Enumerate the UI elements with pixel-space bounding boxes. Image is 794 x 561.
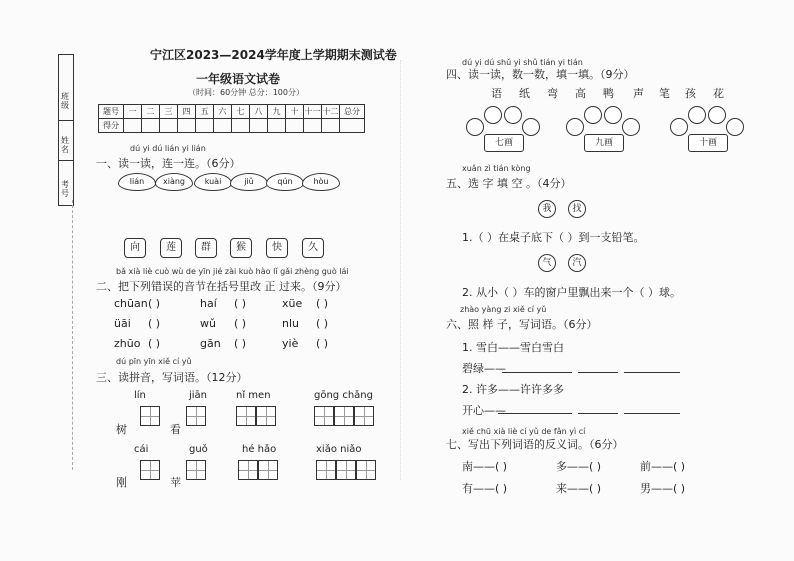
center-fold: [400, 60, 402, 480]
score-header-cell: 十二: [322, 105, 340, 119]
pinyin-leaf[interactable]: hòu: [302, 173, 340, 191]
stroke-count-vase: 十画: [688, 134, 728, 152]
q6-pinyin: zhào yàng zi xiě cí yǔ: [460, 305, 547, 314]
wrong-syllable: gān: [200, 337, 221, 350]
q3-title: 三、读拼音，写词语。（12分）: [96, 371, 248, 384]
pinyin-prompt: nǐ men: [236, 390, 271, 401]
score-header-cell: 五: [196, 105, 214, 119]
flower-petal[interactable]: [622, 118, 640, 136]
writing-grid[interactable]: [336, 460, 356, 480]
score-label-cell: 得分: [99, 119, 124, 133]
pinyin-leaf[interactable]: jiǔ: [230, 173, 268, 191]
id-label: 考号: [61, 180, 69, 198]
answer-bracket[interactable]: ( ): [148, 297, 161, 310]
char-to-sort: 声: [633, 87, 644, 100]
q2-pinyin: bǎ xià liè cuò wù de yīn jié zài kuò hào lǐ gǎi zhèng guò lái: [116, 267, 349, 276]
answer-line[interactable]: [578, 413, 618, 414]
writing-grid[interactable]: [238, 460, 258, 480]
stroke-count-vase: 九画: [584, 134, 624, 152]
char-to-sort: 孩: [685, 87, 696, 100]
answer-line[interactable]: [498, 413, 572, 414]
char-tile[interactable]: 快: [266, 238, 288, 258]
score-cell[interactable]: [160, 119, 178, 133]
score-cell[interactable]: [340, 119, 365, 133]
score-header-cell: 九: [268, 105, 286, 119]
char-option: 气: [538, 254, 556, 272]
q6-prompt-2: 开心——: [462, 404, 506, 417]
exam-title: 宁江区2023—2024学年度上学期期末测试卷: [150, 48, 397, 62]
pinyin-prompt: jiān: [189, 390, 208, 401]
exam-info: （时间：60分钟 总分：100分）: [188, 88, 304, 97]
exam-subtitle: 一年级语文试卷: [196, 72, 281, 86]
wrong-syllable: chūan: [114, 297, 148, 310]
score-header-cell: 八: [250, 105, 268, 119]
writing-grid[interactable]: [236, 406, 256, 426]
score-cell[interactable]: [142, 119, 160, 133]
pinyin-leaf[interactable]: qún: [266, 173, 304, 191]
antonym-item[interactable]: 来——( ): [556, 482, 602, 495]
score-header-cell: 十一: [304, 105, 322, 119]
score-header-cell: 总分: [340, 105, 365, 119]
char-option: 找: [568, 200, 586, 218]
pinyin-prompt: lín: [134, 390, 146, 401]
char-tile[interactable]: 群: [195, 238, 217, 258]
score-cell[interactable]: [250, 119, 268, 133]
answer-line[interactable]: [502, 372, 572, 373]
q1-pinyin: dú yi dú lián yi lián: [130, 144, 206, 153]
score-header-cell: 题号: [99, 105, 124, 119]
char-tile[interactable]: 久: [302, 238, 324, 258]
flower-petal[interactable]: [484, 106, 502, 124]
flower-petal[interactable]: [584, 106, 602, 124]
binding-dashed-line: [72, 200, 74, 470]
score-cell[interactable]: [304, 119, 322, 133]
wrong-syllable: zhūo: [114, 337, 141, 350]
writing-grid[interactable]: [186, 460, 206, 480]
char-hint: 苹: [170, 476, 181, 489]
pinyin-leaf[interactable]: lián: [118, 173, 156, 191]
q6-example-2: 2. 许多——许许多多: [462, 383, 564, 396]
score-header-cell: 六: [214, 105, 232, 119]
writing-grid[interactable]: [334, 406, 354, 426]
wrong-syllable: xüe: [282, 297, 303, 310]
q6-example-1: 1. 雪白——雪白雪白: [462, 341, 564, 354]
score-header-cell: 二: [142, 105, 160, 119]
char-to-sort: 弯: [547, 87, 558, 100]
q4-pinyin: dú yi dú shǔ yi shǔ tián yi tián: [462, 58, 583, 67]
flower-petal[interactable]: [504, 106, 522, 124]
answer-bracket[interactable]: ( ): [316, 317, 329, 330]
answer-bracket[interactable]: ( ): [148, 317, 161, 330]
writing-grid[interactable]: [140, 406, 160, 426]
flower-petal[interactable]: [708, 106, 726, 124]
writing-grid[interactable]: [186, 406, 206, 426]
char-option: 我: [538, 200, 556, 218]
flower-petal[interactable]: [566, 118, 584, 136]
score-cell[interactable]: [124, 119, 142, 133]
score-cell[interactable]: [286, 119, 304, 133]
q4-title: 四、读一读，数一数，填一填。（9分）: [446, 68, 635, 81]
flower-petal[interactable]: [726, 118, 744, 136]
score-header-cell: 四: [178, 105, 196, 119]
wrong-syllable: üāi: [114, 317, 131, 330]
q6-title: 六、照 样 子，写词语。（6分）: [446, 318, 598, 331]
answer-line[interactable]: [624, 413, 680, 414]
antonym-item[interactable]: 前——( ): [640, 460, 686, 473]
antonym-item[interactable]: 有——( ): [462, 482, 508, 495]
char-hint: 树: [116, 423, 127, 436]
char-to-sort: 纸: [519, 87, 530, 100]
answer-bracket[interactable]: ( ): [316, 297, 329, 310]
class-label: 班级: [61, 92, 69, 110]
writing-grid[interactable]: [140, 460, 160, 480]
q5-pinyin: xuǎn zì tián kòng: [462, 164, 531, 173]
char-to-sort: 笔: [659, 87, 670, 100]
flower-petal[interactable]: [466, 118, 484, 136]
answer-bracket[interactable]: ( ): [234, 337, 247, 350]
name-label: 姓名: [61, 136, 69, 154]
antonym-item[interactable]: 南——( ): [462, 460, 508, 473]
writing-grid[interactable]: [314, 406, 334, 426]
char-hint: 看: [170, 423, 181, 436]
pinyin-leaf[interactable]: kuài: [194, 173, 232, 191]
char-hint: 刚: [116, 476, 127, 489]
flower-petal[interactable]: [688, 106, 706, 124]
score-cell[interactable]: [196, 119, 214, 133]
pinyin-leaf[interactable]: xiàng: [155, 173, 193, 191]
flower-petal[interactable]: [670, 118, 688, 136]
q1-title: 一、读一读，连一连。（6分）: [96, 157, 241, 170]
q5-sentence-1: 1.（ ）在桌子底下（ ）到一支铅笔。: [462, 231, 645, 244]
pinyin-prompt: gōng chǎng: [314, 390, 373, 401]
score-table: [98, 104, 365, 133]
q7-title: 七、写出下列词语的反义词。（6分）: [446, 438, 624, 451]
q2-title: 二、把下列错误的音节在括号里改 正 过来。（9分）: [96, 280, 347, 293]
q7-pinyin: xiě chū xià liè cí yǔ de fǎn yì cí: [462, 427, 586, 436]
writing-grid[interactable]: [256, 406, 276, 426]
q5-title: 五、选 字 填 空 。（4分）: [446, 177, 572, 190]
writing-grid[interactable]: [356, 460, 376, 480]
score-cell[interactable]: [232, 119, 250, 133]
answer-bracket[interactable]: ( ): [234, 317, 247, 330]
score-header-cell: 三: [160, 105, 178, 119]
char-option: 汽: [568, 254, 586, 272]
q5-sentence-2: 2. 从小（ ）车的窗户里飘出来一个（ ）球。: [462, 286, 681, 299]
answer-line[interactable]: [624, 372, 680, 373]
score-cell[interactable]: [268, 119, 286, 133]
char-to-sort: 高: [575, 87, 586, 100]
char-tile[interactable]: 猴: [230, 238, 252, 258]
answer-bracket[interactable]: ( ): [234, 297, 247, 310]
pinyin-prompt: xiǎo niǎo: [316, 444, 362, 455]
pinyin-prompt: cái: [134, 444, 149, 455]
wrong-syllable: wǔ: [200, 317, 216, 330]
antonym-item[interactable]: 男——( ): [640, 482, 686, 495]
antonym-item[interactable]: 多——( ): [556, 460, 602, 473]
wrong-syllable: haí: [200, 297, 217, 310]
writing-grid[interactable]: [354, 406, 374, 426]
answer-bracket[interactable]: ( ): [148, 337, 161, 350]
answer-line[interactable]: [578, 372, 618, 373]
char-tile[interactable]: 向: [124, 238, 146, 258]
strip-divider: [58, 120, 74, 121]
char-tile[interactable]: 莲: [160, 238, 182, 258]
score-header-cell: 七: [232, 105, 250, 119]
stroke-count-vase: 七画: [484, 134, 524, 152]
strip-divider: [58, 160, 74, 161]
pinyin-prompt: guǒ: [189, 444, 208, 455]
score-header-cell: 一: [124, 105, 142, 119]
q6-prompt-1: 碧绿——: [462, 362, 506, 375]
score-cell[interactable]: [178, 119, 196, 133]
answer-bracket[interactable]: ( ): [316, 337, 329, 350]
char-to-sort: 语: [491, 87, 502, 100]
writing-grid[interactable]: [258, 460, 278, 480]
char-to-sort: 鸭: [603, 87, 614, 100]
flower-petal[interactable]: [522, 118, 540, 136]
wrong-syllable: yiè: [282, 337, 299, 350]
writing-grid[interactable]: [316, 460, 336, 480]
wrong-syllable: nlu: [282, 317, 299, 330]
char-to-sort: 花: [713, 87, 724, 100]
score-header-cell: 十: [286, 105, 304, 119]
pinyin-prompt: hé hǎo: [242, 444, 277, 455]
score-cell[interactable]: [322, 119, 340, 133]
q3-pinyin: dú pīn yīn xiě cí yǔ: [116, 357, 192, 366]
score-cell[interactable]: [214, 119, 232, 133]
flower-petal[interactable]: [604, 106, 622, 124]
